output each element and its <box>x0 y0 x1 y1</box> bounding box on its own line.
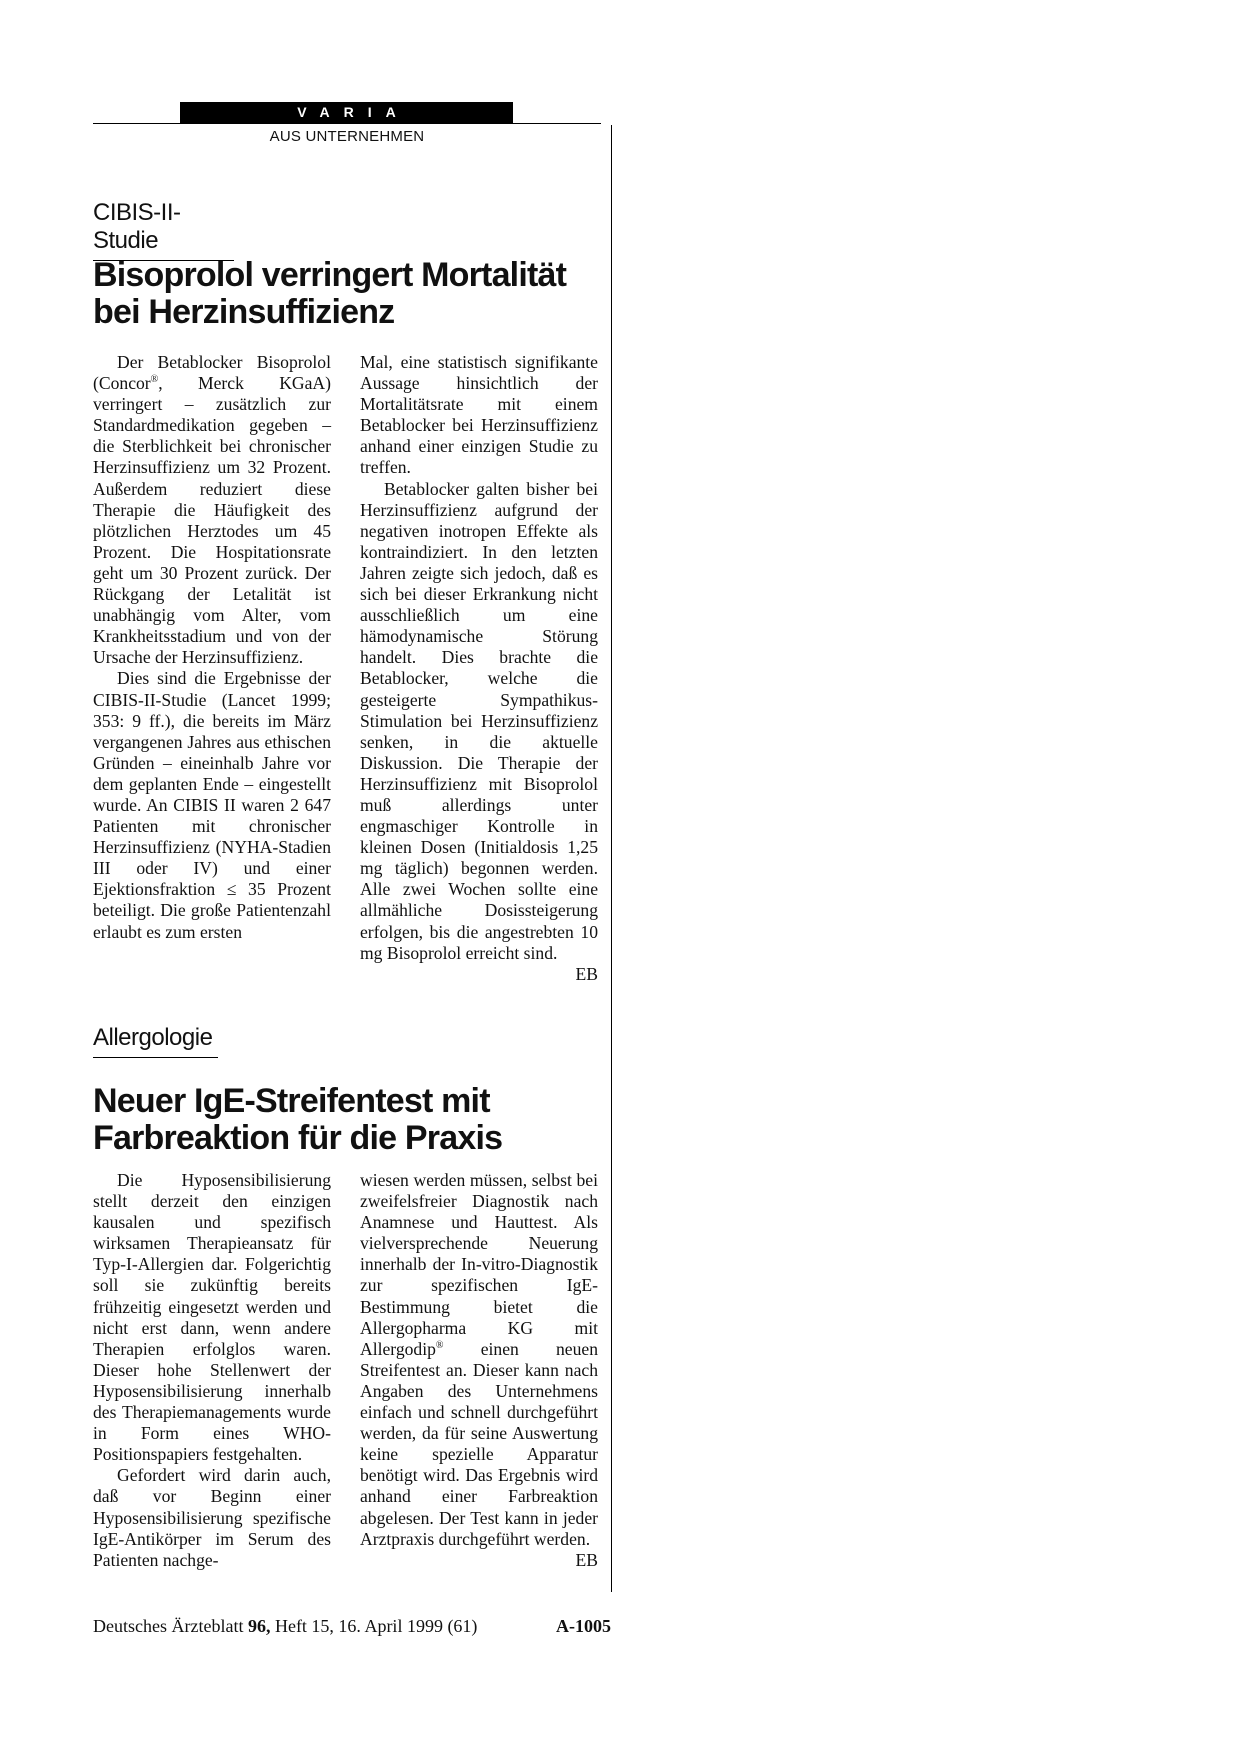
registered-mark: ® <box>435 1339 444 1351</box>
article1-paragraph <box>93 352 331 668</box>
registered-mark: ® <box>150 374 159 386</box>
article2-column-left <box>93 1170 331 1571</box>
article1-paragraph <box>360 478 598 984</box>
header-rule <box>93 123 601 124</box>
article2-kicker: Allergologie <box>93 1024 218 1058</box>
article2-headline-line2: Farbreaktion für die Praxis <box>93 1119 503 1157</box>
article1-kicker: CIBIS-II-Studie <box>93 199 234 261</box>
article1-column-right <box>360 352 598 985</box>
article2-headline-line1: Neuer IgE-Streifentest mit <box>93 1082 490 1120</box>
article1-headline <box>93 257 613 331</box>
column-divider <box>611 125 612 1592</box>
text-run: Betablocker galten bisher bei Herzinsuffizienz aufgrund der negativen inotropen Effekte als kontraindiziert. In den letzten Jahren zeigte sich jedoch, daß es sich bei dieser Erkrankung nicht ausschließlich um eine hämodynamische Störung handelt. Dies brachte die Betablocker, welche die gesteigerte Sympathikus-Stimulation bei Herzinsuffizienz senken, in die aktuelle Diskussion. Die Therapie der Herzinsuffizienz mit Bisoprolol muß allerdings unter engmaschiger Kontrolle in kleinen Dosen (Initialdosis 1,25 mg täglich) begonnen werden. Alle zwei Wochen sollte eine allmähliche Dosissteigerung erfolgen, bis die angestrebten 10 mg Bisoprolol erreicht sind. <box>360 478 598 963</box>
footer-volume: 96, <box>247 1616 271 1636</box>
section-bar: VARIA <box>180 102 513 123</box>
section-label: AUS UNTERNEHMEN <box>269 128 425 145</box>
article2-paragraph: Gefordert wird darin auch, daß vor Beginn einer Hyposensibilisierung spezifische IgE-Antikörper im Serum des Patienten nachge- <box>93 1465 331 1570</box>
text-run: Der Betablocker Bisoprolol (Concor <box>93 352 331 394</box>
footer-journal: Deutsches Ärzteblatt <box>93 1616 248 1636</box>
article1-headline-line1: Bisoprolol verringert Mortalität <box>93 256 567 294</box>
article2-column-right <box>360 1170 598 1571</box>
article2-paragraph: Die Hyposensibilisierung stellt derzeit den einzigen kausalen und spezifisch wirksamen Therapieansatz für Typ-I-Allergien dar. Folgerichtig soll sie zukünftig bereits frühzeitig eingesetzt werden und nicht erst dann, wenn andere Therapien erfolglos waren. Dieser hohe Stellenwert der Hyposensibilisierung innerhalb des Therapiemanagements wurde in Form eines WHO-Positionspapiers festgehalten. <box>93 1170 331 1465</box>
article1-paragraph: Dies sind die Ergebnisse der CIBIS-II-Studie (Lancet 1999; 353: 9 ff.), die bereits im März vergangenen Jahres aus ethischen Gründen – eineinhalb Jahre vor dem geplanten Ende – eingestellt wurde. An CIBIS II waren 2 647 Patienten mit chronischer Herzinsuffizienz (NYHA-Stadien III oder IV) und einer Ejektionsfraktion ≤ 35 Prozent beteiligt. Die große Patientenzahl erlaubt es zum ersten <box>93 668 331 942</box>
article2-paragraph <box>360 1170 598 1570</box>
text-run: einen neuen Streifentest an. Dieser kann nach Angaben des Unternehmens einfach und schnell durchgeführt werden, da für seine Auswertung keine spezielle Apparatur benötigt wird. Das Ergebnis wird anhand einer Farbreaktion abgelesen. Der Test kann in jeder Arztpraxis durchgeführt werden. <box>360 1338 598 1549</box>
page-footer <box>93 1616 611 1637</box>
article2-headline <box>93 1083 613 1157</box>
footer-issue: Heft 15, 16. April 1999 (61) <box>270 1616 478 1636</box>
article1-headline-line2: bei Herzinsuffizienz <box>93 293 395 331</box>
footer-page-code: A-1005 <box>556 1616 611 1636</box>
author-signature: EB <box>575 963 598 984</box>
text-run: , Merck KGaA) verringert – zusätzlich zur Standardmedikation gegeben – die Sterblichkeit bei chronischer Herzinsuffizienz um 32 Prozent. Außerdem reduziert diese Therapie die Häufigkeit des plötzlichen Herztodes um 45 Prozent. Die Hospitationsrate geht um 30 Prozent zurück. Der Rückgang der Letalität ist unabhängig vom Alter, vom Krankheitsstadium und von der Ursache der Herzinsuffizienz. <box>93 373 331 668</box>
author-signature: EB <box>575 1549 598 1570</box>
article1-paragraph: Mal, eine statistisch signifikante Aussage hinsichtlich der Mortalitätsrate mit einem Betablocker bei Herzinsuffizienz anhand einer einzigen Studie zu treffen. <box>360 352 598 478</box>
text-run: wiesen werden müssen, selbst bei zweifelsfreier Diagnostik nach Anamnese und Hauttest. Als vielversprechende Neuerung innerhalb der In-vitro-Diagnostik zur spezifischen IgE-Bestimmung bietet die Allergopharma KG mit Allergodip <box>360 1170 598 1359</box>
article1-column-left <box>93 352 331 943</box>
